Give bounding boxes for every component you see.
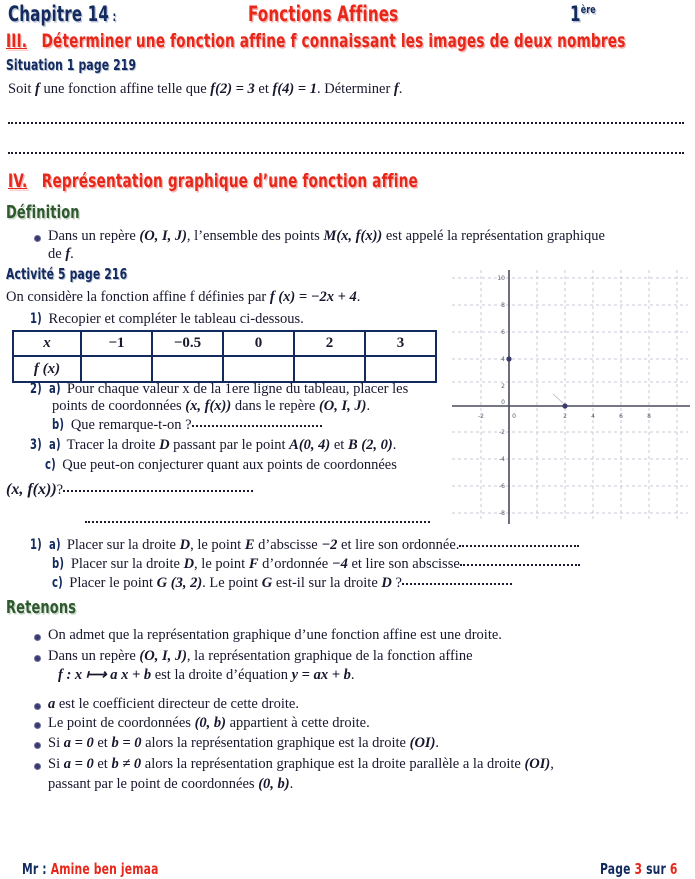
chapter-colon: :: [109, 10, 117, 25]
q2a-t2b: dans le repère: [231, 398, 319, 414]
ret2-a: Dans un repère: [48, 648, 140, 664]
ret4-a: Le point de coordonnées: [48, 715, 195, 731]
table-cell-x-1: −0.5: [152, 331, 223, 356]
table-row-x: [13, 331, 436, 356]
ret4-coord: (0, b): [194, 715, 226, 731]
ret6-f: .: [289, 776, 294, 792]
stmt-eq1: f(2) = 3: [210, 81, 255, 97]
data-point-A: [506, 356, 511, 361]
question-3c-line2: [6, 478, 466, 500]
ret5-b: et: [93, 735, 112, 751]
x-tick-labels: [478, 413, 651, 420]
table-row-fx: [13, 356, 436, 382]
ret6-e: passant par le point de coordonnées: [48, 776, 259, 792]
question-2b: [52, 416, 472, 435]
svg-text:-4: -4: [499, 456, 505, 463]
q4b-answer-line[interactable]: [460, 564, 580, 566]
bullet-icon: [34, 703, 41, 710]
ret3-b: est le coefficient directeur de cette droite.: [55, 696, 299, 712]
footer-author-name: Amine ben jemaa: [50, 860, 159, 878]
q3a-D: D: [159, 437, 170, 453]
activity-intro: [6, 288, 360, 307]
stmt-c: et: [254, 81, 273, 97]
ret6-b: et: [93, 756, 112, 772]
bullet-icon: [34, 655, 41, 662]
chapter-title: [8, 2, 116, 26]
q4a-val: −2: [321, 537, 338, 553]
q4a-answer-line[interactable]: [459, 545, 579, 547]
q4c-t2: . Le point: [202, 575, 262, 591]
ret2-b: , la représentation graphique de la fonction affine: [186, 648, 473, 664]
def-point: M(x, f(x)): [323, 228, 383, 244]
def-d: de: [48, 246, 66, 262]
table-cell-x-0: −1: [81, 331, 152, 356]
svg-text:4: 4: [501, 356, 505, 363]
q4c-D: D: [381, 575, 392, 591]
level-suffix: ère: [580, 3, 596, 16]
stmt-d: . Déterminer: [317, 81, 394, 97]
activity-reference: Activité 5 page 216: [6, 265, 128, 283]
q2b-answer-line[interactable]: [192, 425, 322, 427]
footer-author: [22, 860, 159, 878]
table-cell-fx-3[interactable]: [294, 356, 365, 382]
q4b-t1: Placer sur la droite: [70, 556, 184, 572]
q4a-t2: , le point: [190, 537, 245, 553]
question-4c: [52, 574, 692, 593]
page-title: Fonctions Affines: [248, 2, 399, 26]
table-header-fx: f (x): [13, 356, 81, 382]
def-a: Dans un repère: [48, 228, 140, 244]
q2-number: 2): [30, 381, 42, 397]
table-cell-fx-2[interactable]: [223, 356, 294, 382]
ret6-c: alors la représentation graphique est la droite parallèle a la droite: [141, 756, 525, 772]
q3c-coord: (x, f(x)): [6, 481, 57, 498]
intro-a: On considère la fonction affine f définies par: [6, 289, 270, 305]
ret5-d: .: [435, 735, 440, 751]
values-table: [12, 330, 437, 383]
definition-text: [48, 227, 684, 246]
stmt-a: Soit: [8, 81, 35, 97]
title-row: [8, 2, 688, 26]
q3a-t2: passant par le point: [169, 437, 290, 453]
bullet-icon: [34, 722, 41, 729]
svg-text:-2: -2: [478, 413, 484, 420]
ret6-eq1: a = 0: [63, 756, 94, 772]
stmt-f1: f: [35, 81, 40, 97]
ret5-a: Si: [48, 735, 64, 751]
q4c-G2: G: [261, 575, 273, 591]
section-4-number: IV.: [8, 170, 28, 192]
q4b-label: b): [52, 556, 65, 572]
question-3a: [30, 436, 470, 455]
question-4a: [30, 536, 680, 555]
q4a-label: a): [48, 537, 61, 553]
ret6-d: ,: [550, 756, 554, 772]
q2a-label: a): [48, 381, 61, 397]
section-3-heading: [6, 30, 626, 52]
stmt-eq2: f(4) = 1: [272, 81, 318, 97]
q3c-answer-line-b[interactable]: [85, 521, 430, 523]
retenons-item-2-line2: [58, 666, 354, 685]
section-3-number: III.: [6, 30, 28, 52]
q3a-t1: Tracer la droite: [66, 437, 160, 453]
bullet-icon: [34, 634, 41, 641]
q4b-t3: d’ordonnée: [258, 556, 332, 572]
q3a-label: a): [48, 437, 61, 453]
chapter-label: Chapitre 14: [8, 2, 110, 26]
situation-statement: [8, 80, 678, 99]
q4b-t4: et lire son abscisse: [347, 556, 460, 572]
def-f: f: [65, 246, 71, 262]
q2a-text1: Pour chaque valeur x de la 1ere ligne du tableau, placer les: [66, 381, 409, 397]
svg-text:6: 6: [501, 329, 505, 336]
intro-eq: f (x) = −2x + 4: [269, 289, 357, 305]
svg-text:-8: -8: [499, 510, 505, 517]
retenons-item-3: [48, 695, 299, 714]
coordinate-graph: [448, 266, 692, 524]
point-leader-line: [553, 394, 564, 404]
q4c-label: c): [52, 575, 63, 591]
intro-b: .: [356, 289, 361, 305]
q3a-B: B (2, 0): [347, 437, 393, 453]
table-header-x: x: [13, 331, 81, 356]
svg-text:2: 2: [563, 413, 567, 420]
q4a-t4: et lire son ordonnée.: [337, 537, 460, 553]
ret5-eq1: a = 0: [63, 735, 94, 751]
svg-text:0: 0: [501, 399, 505, 406]
table-cell-x-2: 0: [223, 331, 294, 356]
answer-line-1[interactable]: [8, 122, 684, 124]
svg-text:8: 8: [501, 302, 505, 309]
question-1: [30, 310, 304, 329]
def-b: , l’ensemble des points: [186, 228, 324, 244]
situation-reference: Situation 1 page 219: [6, 56, 137, 74]
q4a-t1: Placer sur la droite: [66, 537, 180, 553]
def-repere: (O, I, J): [139, 228, 187, 244]
table-cell-fx-4[interactable]: [365, 356, 436, 382]
def-c: est appelé la représentation graphique: [382, 228, 605, 244]
svg-text:-2: -2: [499, 429, 505, 436]
q4c-t4: ?: [391, 575, 402, 591]
q2b-text: Que remarque-t-on ?: [70, 417, 192, 433]
bullet-icon: [34, 235, 41, 242]
retenons-item-4: [48, 714, 370, 733]
question-4b: [52, 555, 692, 574]
q3-number: 3): [30, 437, 42, 453]
svg-text:8: 8: [647, 413, 651, 420]
section-4-title: Représentation graphique d’une fonction affine: [41, 170, 418, 192]
q4a-D: D: [179, 537, 191, 553]
retenons-item-1: On admet que la représentation graphique d’une fonction affine est une droite.: [48, 627, 502, 643]
ret2-eq1: f : x ⟼ a x + b: [58, 667, 152, 683]
answer-line-2[interactable]: [8, 152, 684, 154]
retenons-item-6-line2: [48, 775, 293, 794]
q3a-A: A(0, 4): [289, 437, 331, 453]
question-2a-line2: [52, 397, 472, 416]
svg-text:6: 6: [619, 413, 623, 420]
table-cell-x-4: 3: [365, 331, 436, 356]
ret3-a: a: [48, 696, 56, 712]
q2a-t2a: points de coordonnées: [52, 398, 186, 414]
q3c-label: c): [45, 457, 56, 473]
q4b-D: D: [183, 556, 195, 572]
q3c-text: Que peut-on conjecturer quant aux points de coordonnées: [62, 457, 397, 473]
y-tick-labels: [497, 275, 505, 517]
data-point-B: [562, 403, 567, 408]
q3c-answer-line[interactable]: [63, 490, 253, 492]
grid-lines-horizontal: [452, 278, 688, 513]
table-cell-fx-0[interactable]: [81, 356, 152, 382]
q2a-coord: (x, f(x)): [185, 398, 232, 414]
svg-text:10: 10: [497, 275, 505, 282]
q1-number: 1): [30, 311, 42, 327]
svg-text:-6: -6: [499, 483, 505, 490]
ret6-coord: (0, b): [258, 776, 290, 792]
ret2-eq2: y = ax + b: [291, 667, 351, 683]
footer-page: [600, 860, 678, 878]
level-number: 1: [570, 2, 581, 26]
table-cell-fx-1[interactable]: [152, 356, 223, 382]
q4c-G: G (3, 2): [156, 575, 203, 591]
question-3c-answer-line2: [85, 512, 430, 531]
ret6-eq2: b ≠ 0: [111, 756, 142, 772]
retenons-item-5: [48, 734, 439, 753]
q4b-val: −4: [331, 556, 348, 572]
stmt-f2: f: [393, 81, 399, 97]
q2b-label: b): [52, 417, 65, 433]
ret6-a: Si: [48, 756, 64, 772]
def-e: .: [70, 246, 74, 262]
retenons-heading: Retenons: [6, 597, 77, 618]
q4-number: 1): [30, 537, 42, 553]
question-3c: [45, 456, 475, 475]
q4c-t3: est-il sur la droite: [272, 575, 382, 591]
q4c-t1: Placer le point: [69, 575, 157, 591]
definition-text-line2: [48, 245, 74, 264]
ret2-repere: (O, I, J): [139, 648, 187, 664]
q3a-t3: et: [330, 437, 348, 453]
ret2-d: est la droite d’équation: [151, 667, 292, 683]
ret4-b: appartient à cette droite.: [226, 715, 370, 731]
table-cell-x-3: 2: [294, 331, 365, 356]
bullet-icon: [34, 763, 41, 770]
footer-page-total: 6: [669, 860, 678, 878]
svg-text:0: 0: [512, 413, 516, 420]
q4c-answer-line[interactable]: [402, 583, 512, 585]
q2a-repere: (O, I, J): [318, 398, 367, 414]
ret6-OI: (OI): [524, 756, 551, 772]
svg-text:4: 4: [591, 413, 595, 420]
retenons-item-6: [48, 755, 693, 774]
footer-author-prefix: Mr :: [22, 860, 51, 878]
ret2-f: .: [350, 667, 355, 683]
q3c-q: ?: [56, 482, 64, 498]
q2a-t2c: .: [366, 398, 371, 414]
ret5-OI: (OI): [409, 735, 436, 751]
footer-page-number: 3: [634, 860, 643, 878]
retenons-item-2: [48, 647, 473, 666]
q4b-t2: , le point: [194, 556, 249, 572]
q4b-F: F: [248, 556, 259, 572]
q4a-E: E: [244, 537, 255, 553]
bullet-icon: [34, 742, 41, 749]
grid-lines-vertical: [481, 270, 677, 520]
ret5-eq2: b = 0: [111, 735, 142, 751]
section-3-title: Déterminer une fonction affine f connaissant les images de deux nombres: [41, 30, 626, 52]
svg-text:2: 2: [501, 383, 505, 390]
footer-page-word: Page: [600, 860, 635, 878]
level-badge: [570, 2, 596, 26]
stmt-e: .: [398, 81, 403, 97]
footer-page-of: sur: [642, 860, 670, 878]
q4a-t3: d’abscisse: [254, 537, 322, 553]
stmt-b: une fonction affine telle que: [39, 81, 211, 97]
definition-heading: Définition: [6, 202, 80, 223]
ret5-c: alors la représentation graphique est la droite: [141, 735, 410, 751]
q1-text: Recopier et compléter le tableau ci-dessous.: [48, 311, 304, 327]
section-4-heading: [8, 170, 418, 192]
q3a-t4: .: [392, 437, 397, 453]
